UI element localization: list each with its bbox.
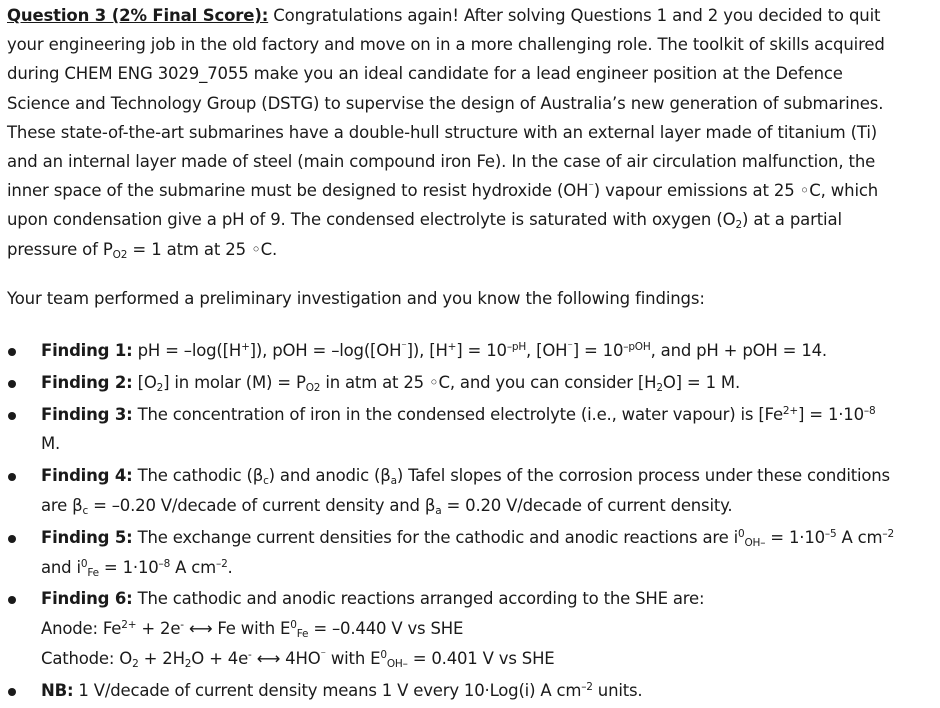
bullet-icon (8, 596, 16, 604)
intro-text: Your team performed a preliminary investigation and you know the following findings: (7, 289, 705, 308)
question-text: Science and Technology Group (DSTG) to supervise the design of Australia’s new generation of submarines. (7, 93, 884, 113)
cathode-reaction: Cathode: $O_2 + 2H_2O + 4e^-$ ⟷ 4HO⁻ with $E^0_{OH-} = 0.401$ V vs SHE (41, 648, 555, 670)
question-text: Congratulations again! After solving Questions 1 and 2 you decided to quit (273, 6, 881, 25)
finding-label: Finding 1: (41, 341, 133, 360)
question-text: These state-of-the-art submarines have a double-hull structure with an external layer made of titanium (Ti) (7, 122, 878, 142)
finding-label: Finding 3: (41, 404, 133, 424)
question-text: your engineering job in the old factory and move on in a more challenging role. The toolkit of skills acquired (7, 35, 885, 55)
finding-label: Finding 5: (41, 527, 133, 547)
finding-label: Finding 6: (41, 589, 133, 609)
bullet-icon (8, 380, 16, 388)
finding-1: Finding 1: pH = –log([H+]), pOH = –log([OH⁻]), $[H^+] = 10^{-pH}$, $[OH^{^-}] = 10^{-pOH}$, and pH + pOH = 14. (0, 336, 925, 366)
finding-nb: NB: 1 V/decade of current density means 1 V every 10·Log(i) A $cm^{-2}$ units. (0, 676, 925, 706)
findings-list (0, 336, 930, 708)
question-text: and an internal layer made of steel (main compound iron Fe). In the case of air circulation malfunction, the (7, 152, 876, 172)
question-paragraph (7, 1, 925, 264)
finding-label: NB: (41, 680, 74, 700)
finding-label: Finding 2: (41, 372, 133, 392)
bullet-icon (8, 473, 16, 481)
bullet-icon (8, 688, 16, 696)
finding-2: Finding 2: $[O_2]$ in molar $(M) = P_{O2}$ in atm at 25 ◦C, and you can consider $[H_2O] = 1$ M. (0, 368, 925, 398)
bullet-icon (8, 348, 16, 356)
bullet-icon (8, 412, 16, 420)
text-line (7, 1, 925, 30)
bullet-icon (8, 535, 16, 543)
finding-4: Finding 4: The cathodic $(\beta_c)$ and anodic $(\beta_a)$ Tafel slopes of the corrosion process under these conditions are $\beta_c = -0.20$ V/decade of current density and $\beta_a = 0.20$ V/decade of current density. (0, 461, 925, 521)
finding-label: Finding 4: (41, 466, 133, 486)
finding-6: Finding 6: The cathodic and anodic reactions arranged according to the SHE are: Anode: $Fe^{2+} + 2e^-$ ⟷ Fe with $E^0_{Fe} = -0.440$ V vs SHE Cathode: $O_2 + 2H_2O + 4e^-$ ⟷ 4HO⁻ with $E^0_{OH-} = 0.401$ V vs SHE (0, 584, 925, 673)
anode-reaction: Anode: $Fe^{2+} + 2e^-$ ⟷ Fe with $E^0_{Fe} = -0.440$ V vs SHE (41, 619, 464, 641)
finding-3: Finding 3: The concentration of iron in the condensed electrolyte (i.e., water vapour) is $[Fe^{2+}] = 1\cdot 10^{-8}$ M. (0, 400, 925, 460)
finding-5: Finding 5: The exchange current densities for the cathodic and anodic reactions are $i^0_{OH-} = 1\cdot 10^{-5}$ A $cm^{-2}$ and $i^0_{Fe} = 1\cdot 10^{-8}$ A $cm^{-2}$. (0, 523, 925, 583)
question-text: upon condensation give a pH of 9. The condensed electrolyte is saturated with oxygen $(O_2)$ at a partial (7, 210, 842, 232)
question-title: Question 3 (2% Final Score): (7, 6, 269, 25)
question-text: inner space of the submarine must be designed to resist hydroxide (OH⁻) vapour emissions at 25 ◦C, which (7, 181, 879, 201)
question-text: pressure of $P_{O2} = 1$ atm at 25 ◦C. (7, 239, 278, 261)
question-text: during CHEM ENG 3029_7055 make you an ideal candidate for a lead engineer position at the Defence (7, 64, 843, 84)
